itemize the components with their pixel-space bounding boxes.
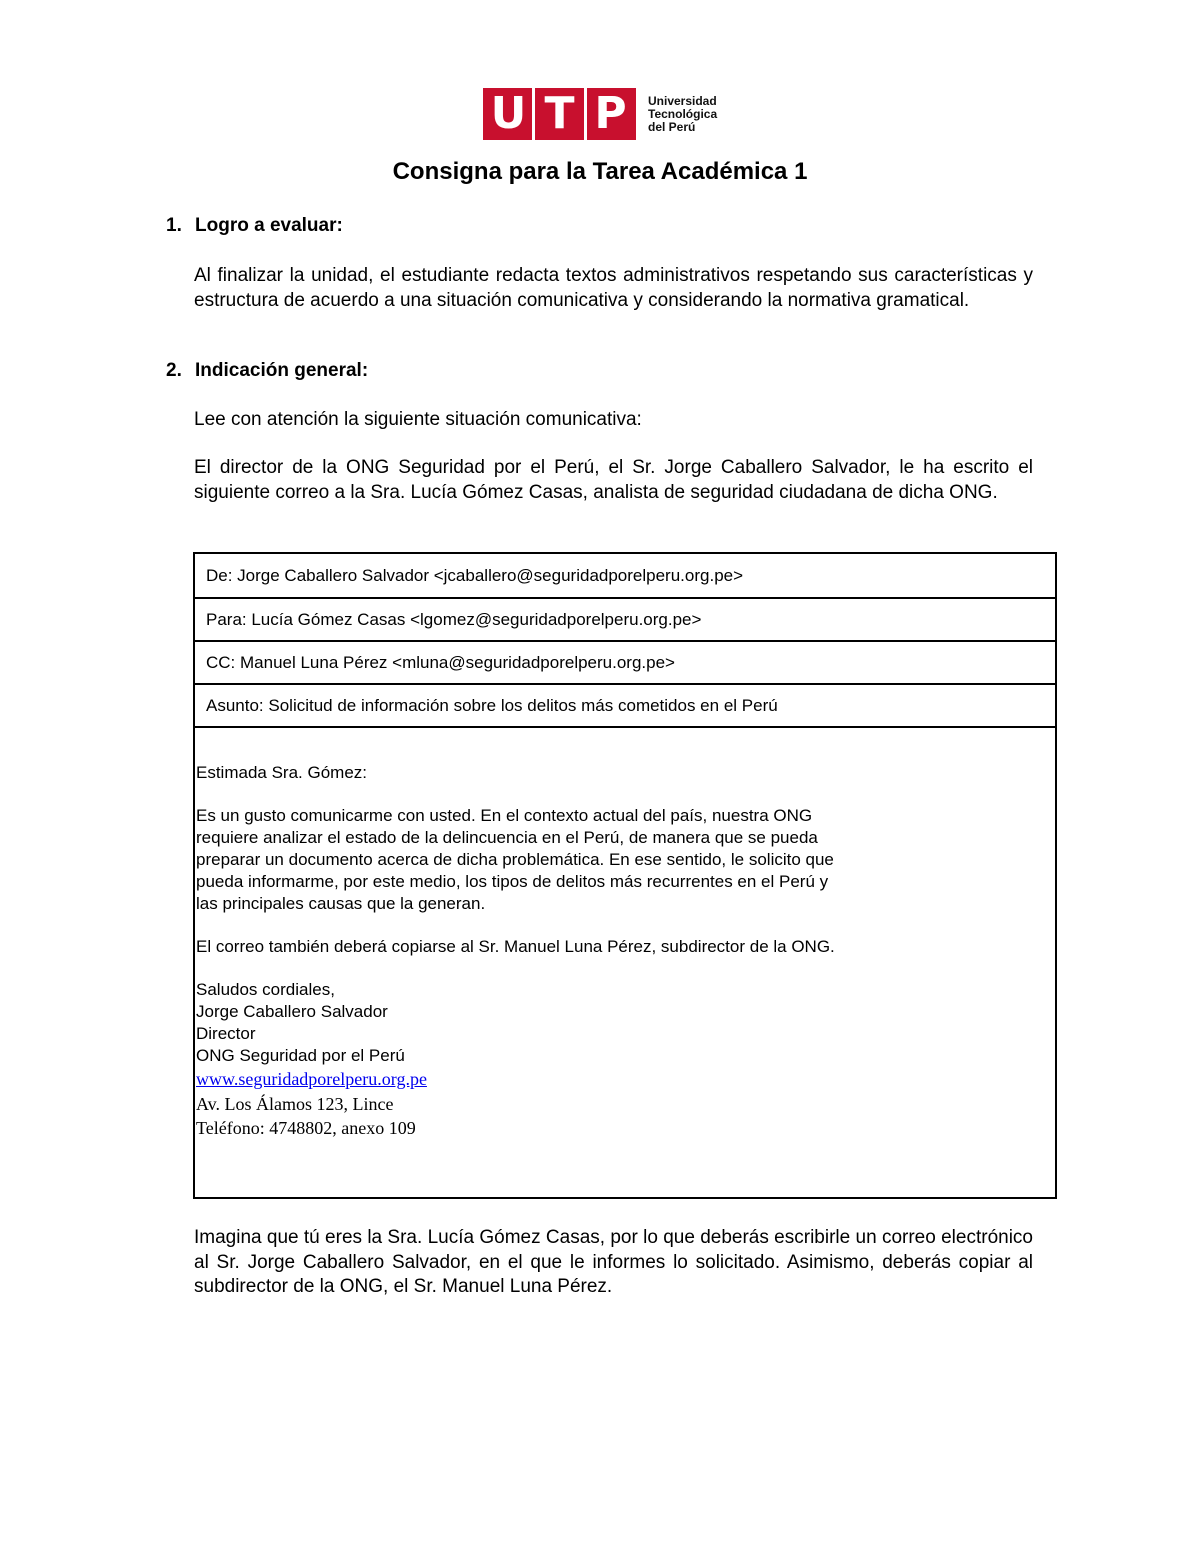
email-body-line: Es un gusto comunicarme con usted. En el contexto actual del país, nuestra ONG (196, 806, 813, 825)
email-subject-row: Asunto: Solicitud de información sobre los delitos más cometidos en el Perú (195, 685, 1055, 728)
email-closing: Saludos cordiales, (196, 980, 335, 999)
signature-address: Av. Los Álamos 123, Lince (196, 1093, 394, 1114)
utp-logo-mark (483, 88, 636, 140)
utp-logo-name (648, 95, 717, 134)
logo-divider (584, 88, 587, 140)
email-box (193, 552, 1057, 1199)
section-number: 1. (166, 215, 182, 236)
utp-logo (483, 88, 717, 140)
signature-org: ONG Seguridad por el Perú (196, 1046, 405, 1065)
logo-letter-u: U (490, 88, 527, 139)
section-1-text: Al finalizar la unidad, el estudiante redacta textos administrativos respetando sus características y estructura de acuerdo a una situación comunicativa y considerando la normativa gramatical. (194, 265, 1033, 311)
section-number: 2. (166, 360, 182, 381)
email-body (196, 728, 996, 1141)
logo-name-line: Tecnológica (648, 106, 718, 121)
signature-phone: Teléfono: 4748802, anexo 109 (196, 1118, 416, 1138)
logo-letter-t: T (544, 88, 575, 139)
email-body-line: preparar un documento acerca de dicha problemática. En ese sentido, le solicito que (196, 850, 834, 869)
section-title: Logro a evaluar: (195, 215, 343, 236)
section-2-heading (166, 360, 368, 382)
section-1-heading (166, 215, 343, 237)
website-link[interactable]: www.seguridadporelperu.org.pe (196, 1069, 427, 1089)
email-cc-row: CC: Manuel Luna Pérez <mluna@seguridadporelperu.org.pe> (195, 642, 1055, 685)
logo-letter-p: P (594, 88, 627, 139)
logo-name-line: Universidad (648, 93, 717, 108)
section-2-context: El director de la ONG Seguridad por el Perú, el Sr. Jorge Caballero Salvador, le ha escrito el siguiente correo a la Sra. Lucía Gómez Casas, analista de seguridad ciudadana de dicha ONG. (194, 457, 1033, 503)
email-from-row: De: Jorge Caballero Salvador <jcaballero@seguridadporelperu.org.pe> (195, 554, 1055, 599)
signature-role: Director (196, 1024, 256, 1043)
email-body-line: pueda informarme, por este medio, los tipos de delitos más recurrentes en el Perú y (196, 872, 829, 891)
section-2-intro: Lee con atención la siguiente situación comunicativa: (194, 409, 642, 430)
instruction-text: Imagina que tú eres la Sra. Lucía Gómez Casas, por lo que deberás escribirle un correo electrónico al Sr. Jorge Caballero Salvador, en el que le informes lo solicitado. Asimismo, deberás copiar al subdirector de la ONG, el Sr. Manuel Luna Pérez. (194, 1227, 1033, 1297)
page-title: Consigna para la Tarea Académica 1 (392, 158, 808, 185)
email-greeting: Estimada Sra. Gómez: (196, 763, 368, 782)
email-cc-note: El correo también deberá copiarse al Sr. Manuel Luna Pérez, subdirector de la ONG. (196, 937, 835, 956)
signature-name: Jorge Caballero Salvador (196, 1002, 388, 1021)
email-body-line: requiere analizar el estado de la delincuencia en el Perú, de manera que se pueda (196, 828, 818, 847)
email-to-row: Para: Lucía Gómez Casas <lgomez@seguridadporelperu.org.pe> (195, 599, 1055, 642)
email-body-line: las principales causas que la generan. (196, 894, 486, 913)
section-title: Indicación general: (195, 360, 369, 381)
logo-divider (532, 88, 535, 140)
logo-name-line: del Perú (648, 119, 696, 134)
